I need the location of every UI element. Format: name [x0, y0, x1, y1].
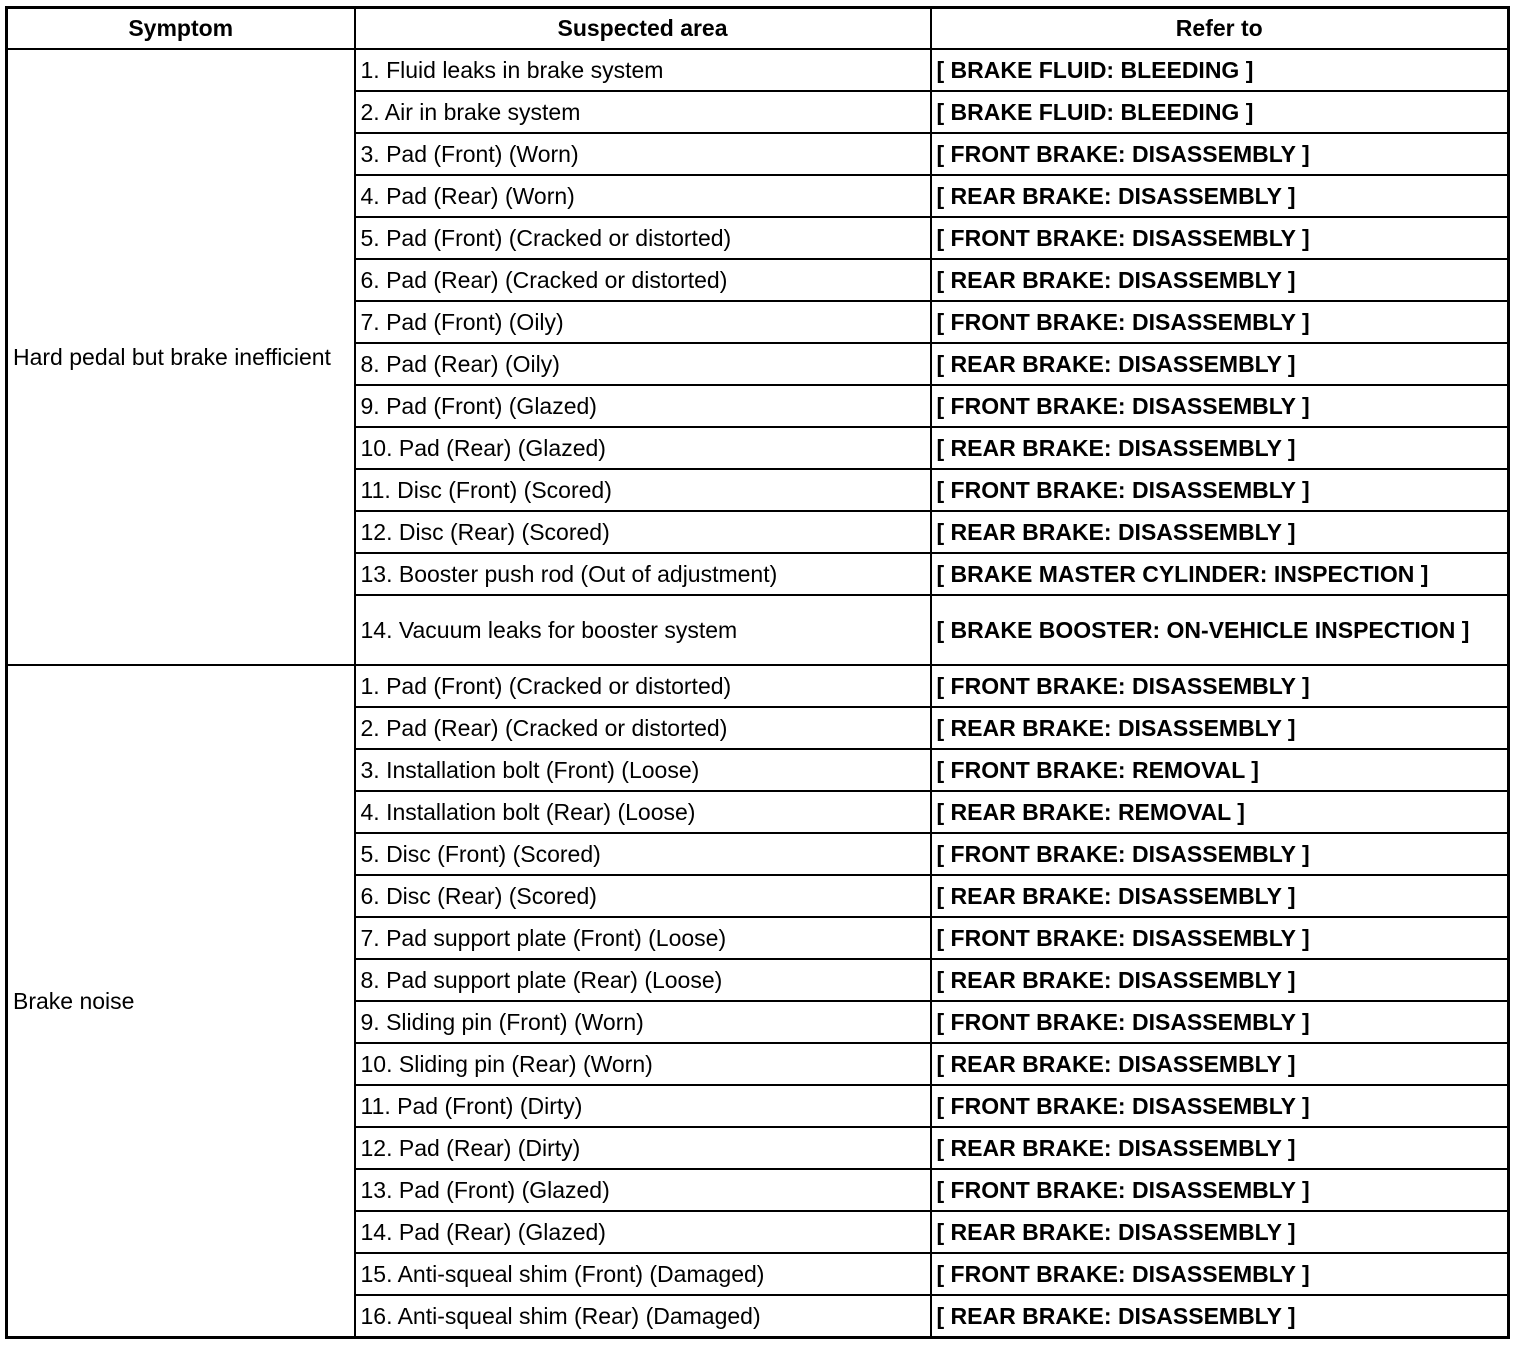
refer-to-link[interactable]: [ FRONT BRAKE: DISASSEMBLY ]	[931, 385, 1509, 427]
refer-to-link[interactable]: [ FRONT BRAKE: REMOVAL ]	[931, 749, 1509, 791]
header-suspected-area: Suspected area	[355, 8, 931, 50]
suspected-area-cell: 15. Anti-squeal shim (Front) (Damaged)	[355, 1253, 931, 1295]
suspected-area-cell: 5. Disc (Front) (Scored)	[355, 833, 931, 875]
suspected-area-cell: 16. Anti-squeal shim (Rear) (Damaged)	[355, 1295, 931, 1338]
header-symptom: Symptom	[7, 8, 355, 50]
refer-to-link[interactable]: [ FRONT BRAKE: DISASSEMBLY ]	[931, 301, 1509, 343]
refer-to-link[interactable]: [ REAR BRAKE: DISASSEMBLY ]	[931, 343, 1509, 385]
suspected-area-cell: 6. Pad (Rear) (Cracked or distorted)	[355, 259, 931, 301]
refer-to-link[interactable]: [ REAR BRAKE: REMOVAL ]	[931, 791, 1509, 833]
suspected-area-cell: 1. Fluid leaks in brake system	[355, 49, 931, 91]
refer-to-link[interactable]: [ FRONT BRAKE: DISASSEMBLY ]	[931, 133, 1509, 175]
suspected-area-cell: 4. Installation bolt (Rear) (Loose)	[355, 791, 931, 833]
suspected-area-cell: 5. Pad (Front) (Cracked or distorted)	[355, 217, 931, 259]
suspected-area-cell: 8. Pad (Rear) (Oily)	[355, 343, 931, 385]
refer-to-link[interactable]: [ REAR BRAKE: DISASSEMBLY ]	[931, 959, 1509, 1001]
refer-to-link[interactable]: [ REAR BRAKE: DISASSEMBLY ]	[931, 1295, 1509, 1338]
suspected-area-cell: 10. Pad (Rear) (Glazed)	[355, 427, 931, 469]
suspected-area-cell: 7. Pad (Front) (Oily)	[355, 301, 931, 343]
suspected-area-cell: 13. Pad (Front) (Glazed)	[355, 1169, 931, 1211]
refer-to-link[interactable]: [ REAR BRAKE: DISASSEMBLY ]	[931, 511, 1509, 553]
symptom-cell: Brake noise	[7, 665, 355, 1338]
refer-to-link[interactable]: [ REAR BRAKE: DISASSEMBLY ]	[931, 427, 1509, 469]
refer-to-link[interactable]: [ FRONT BRAKE: DISASSEMBLY ]	[931, 469, 1509, 511]
suspected-area-cell: 3. Pad (Front) (Worn)	[355, 133, 931, 175]
refer-to-link[interactable]: [ REAR BRAKE: DISASSEMBLY ]	[931, 1211, 1509, 1253]
refer-to-link[interactable]: [ BRAKE FLUID: BLEEDING ]	[931, 49, 1509, 91]
suspected-area-cell: 14. Vacuum leaks for booster system	[355, 595, 931, 665]
header-row	[7, 8, 1509, 50]
suspected-area-cell: 7. Pad support plate (Front) (Loose)	[355, 917, 931, 959]
refer-to-link[interactable]: [ FRONT BRAKE: DISASSEMBLY ]	[931, 217, 1509, 259]
suspected-area-cell: 13. Booster push rod (Out of adjustment)	[355, 553, 931, 595]
suspected-area-cell: 3. Installation bolt (Front) (Loose)	[355, 749, 931, 791]
refer-to-link[interactable]: [ FRONT BRAKE: DISASSEMBLY ]	[931, 1085, 1509, 1127]
suspected-area-cell: 12. Pad (Rear) (Dirty)	[355, 1127, 931, 1169]
table-row	[7, 49, 1509, 91]
suspected-area-cell: 2. Air in brake system	[355, 91, 931, 133]
refer-to-link[interactable]: [ REAR BRAKE: DISASSEMBLY ]	[931, 875, 1509, 917]
refer-to-link[interactable]: [ FRONT BRAKE: DISASSEMBLY ]	[931, 833, 1509, 875]
table-body	[7, 49, 1509, 1338]
suspected-area-cell: 8. Pad support plate (Rear) (Loose)	[355, 959, 931, 1001]
refer-to-link[interactable]: [ FRONT BRAKE: DISASSEMBLY ]	[931, 1169, 1509, 1211]
refer-to-link[interactable]: [ FRONT BRAKE: DISASSEMBLY ]	[931, 1253, 1509, 1295]
refer-to-link[interactable]: [ BRAKE BOOSTER: ON-VEHICLE INSPECTION ]	[931, 595, 1509, 665]
refer-to-link[interactable]: [ REAR BRAKE: DISASSEMBLY ]	[931, 175, 1509, 217]
suspected-area-cell: 1. Pad (Front) (Cracked or distorted)	[355, 665, 931, 707]
refer-to-link[interactable]: [ REAR BRAKE: DISASSEMBLY ]	[931, 707, 1509, 749]
suspected-area-cell: 6. Disc (Rear) (Scored)	[355, 875, 931, 917]
suspected-area-cell: 14. Pad (Rear) (Glazed)	[355, 1211, 931, 1253]
troubleshooting-table	[5, 6, 1510, 1339]
refer-to-link[interactable]: [ BRAKE MASTER CYLINDER: INSPECTION ]	[931, 553, 1509, 595]
refer-to-link[interactable]: [ REAR BRAKE: DISASSEMBLY ]	[931, 259, 1509, 301]
symptom-cell: Hard pedal but brake inefficient	[7, 49, 355, 665]
suspected-area-cell: 11. Disc (Front) (Scored)	[355, 469, 931, 511]
suspected-area-cell: 12. Disc (Rear) (Scored)	[355, 511, 931, 553]
suspected-area-cell: 9. Sliding pin (Front) (Worn)	[355, 1001, 931, 1043]
table-row	[7, 665, 1509, 707]
suspected-area-cell: 9. Pad (Front) (Glazed)	[355, 385, 931, 427]
suspected-area-cell: 2. Pad (Rear) (Cracked or distorted)	[355, 707, 931, 749]
refer-to-link[interactable]: [ REAR BRAKE: DISASSEMBLY ]	[931, 1043, 1509, 1085]
refer-to-link[interactable]: [ REAR BRAKE: DISASSEMBLY ]	[931, 1127, 1509, 1169]
suspected-area-cell: 10. Sliding pin (Rear) (Worn)	[355, 1043, 931, 1085]
refer-to-link[interactable]: [ BRAKE FLUID: BLEEDING ]	[931, 91, 1509, 133]
refer-to-link[interactable]: [ FRONT BRAKE: DISASSEMBLY ]	[931, 917, 1509, 959]
suspected-area-cell: 4. Pad (Rear) (Worn)	[355, 175, 931, 217]
header-refer-to: Refer to	[931, 8, 1509, 50]
refer-to-link[interactable]: [ FRONT BRAKE: DISASSEMBLY ]	[931, 665, 1509, 707]
refer-to-link[interactable]: [ FRONT BRAKE: DISASSEMBLY ]	[931, 1001, 1509, 1043]
suspected-area-cell: 11. Pad (Front) (Dirty)	[355, 1085, 931, 1127]
